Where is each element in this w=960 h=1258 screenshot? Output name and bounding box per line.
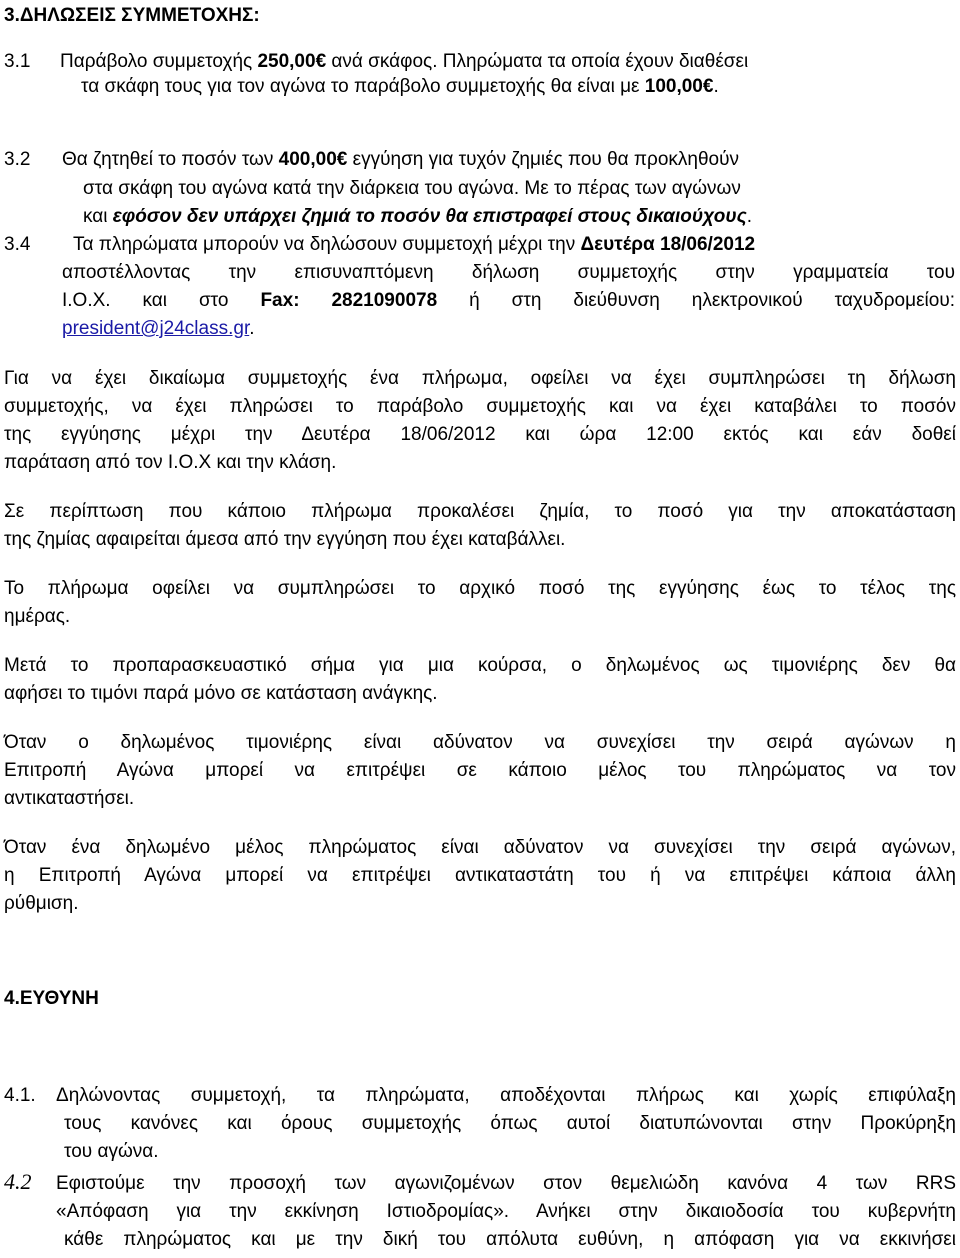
item-3-2-line-3: και εφόσον δεν υπάρχει ζημιά το ποσόν θα επιστραφεί στους δικαιούχους. — [83, 206, 753, 227]
paragraph-damage-line-2: της ζημίας αφαιρείται άμεσα από την εγγύηση που έχει καταβάλλει. — [4, 529, 566, 550]
paragraph-helmsman-replace-line-3: αντικαταστήσει. — [4, 788, 135, 809]
item-4-1-line-2: τους κανόνες και όρους συμμετοχής όπως αυτοί διατυπώνονται στην Προκύρηξη — [64, 1113, 956, 1134]
paragraph-eligibility-line-1: Για να έχει δικαίωμα συμμετοχής ένα πλήρωμα, οφείλει να έχει συμπληρώσει τη δήλωση — [4, 368, 956, 389]
paragraph-deposit-line-2: ημέρας. — [4, 606, 71, 627]
item-3-4-line-4: president@j24class.gr. — [62, 318, 255, 339]
paragraph-crew-replace-line-2: η Επιτροπή Αγώνα μπορεί να επιτρέψει αντικαταστάτη του ή να επιτρέψει κάποια άλλη — [4, 865, 956, 886]
item-3-4-line-2: αποστέλλοντας την επισυναπτόμενη δήλωση συμμετοχής στην γραμματεία του — [62, 262, 955, 283]
paragraph-helm-line-2: αφήσει το τιμόνι παρά μόνο σε κατάσταση ανάγκης. — [4, 683, 438, 704]
item-4-2-line-1: Εφιστούμε την προσοχή των αγωνιζομένων στον θεμελιώδη κανόνα 4 των RRS — [56, 1173, 956, 1194]
item-4-1-line-1: Δηλώνοντας συμμετοχή, τα πληρώματα, αποδέχονται πλήρως και χωρίς επιφύλαξη — [56, 1085, 956, 1106]
item-3-1-line-2: τα σκάφη τους για τον αγώνα το παράβολο συμμετοχής θα είναι με 100,00€. — [81, 76, 719, 97]
item-3-2-line-1: Θα ζητηθεί το ποσόν των 400,00€ εγγύηση για τυχόν ζημιές που θα προκληθούν — [62, 149, 739, 170]
paragraph-deposit-line-1: Το πλήρωμα οφείλει να συμπληρώσει το αρχικό ποσό της εγγύησης έως το τέλος της — [4, 578, 956, 599]
paragraph-damage-line-1: Σε περίπτωση που κάποιο πλήρωμα προκαλέσει ζημία, το ποσό για την αποκατάσταση — [4, 501, 956, 522]
section-3-heading: 3.ΔΗΛΩΣΕΙΣ ΣΥΜΜΕΤΟΧΗΣ: — [4, 5, 260, 26]
euro-sign: € — [336, 149, 348, 170]
item-4-2-number: 4.2 — [4, 1169, 32, 1194]
item-3-1-line-1: Παράβολο συμμετοχής 250,00€ ανά σκάφος. Πληρώματα τα οποία έχουν διαθέσει — [60, 51, 749, 72]
item-4-1-line-3: του αγώνα. — [64, 1141, 159, 1162]
paragraph-helmsman-replace-line-2: Επιτροπή Αγώνα μπορεί να επιτρέψει σε κάποιο μέλος του πληρώματος να τον — [4, 760, 956, 781]
paragraph-eligibility-line-4: παράταση από τον Ι.Ο.Χ και την κλάση. — [4, 452, 337, 473]
item-4-2-line-3: κάθε πληρώματος και με την δική του απόλυτα ευθύνη, η απόφαση για να εκκινήσει — [64, 1229, 956, 1250]
item-3-4-line-1: Τα πληρώματα μπορούν να δηλώσουν συμμετοχή μέχρι την Δευτέρα 18/06/2012 — [73, 234, 756, 255]
paragraph-eligibility-line-3: της εγγύησης μέχρι την Δευτέρα 18/06/2012 και ώρα 12:00 εκτός και εάν δοθεί — [4, 424, 956, 445]
section-4-heading: 4.ΕΥΘΥΝΗ — [4, 988, 99, 1009]
paragraph-eligibility-line-2: συμμετοχής, να έχει πληρώσει το παράβολο συμμετοχής και να έχει καταβάλει το ποσόν — [4, 396, 956, 417]
item-3-1-number: 3.1 — [4, 51, 31, 72]
item-3-4-line-3: Ι.Ο.Χ. και στο Fax: 2821090078 ή στη διεύθυνση ηλεκτρονικού ταχυδρομείου: — [62, 290, 955, 311]
email-link[interactable]: president@j24class.gr — [62, 318, 250, 339]
paragraph-helm-line-1: Μετά το προπαρασκευαστικό σήμα για μια κούρσα, ο δηλωμένος ως τιμονιέρης δεν θα — [4, 655, 956, 676]
euro-sign: € — [315, 51, 327, 72]
item-3-2-line-2: στα σκάφη του αγώνα κατά την διάρκεια του αγώνα. Με το πέρας των αγώνων — [83, 178, 741, 199]
item-4-1-number: 4.1. — [4, 1085, 36, 1106]
item-4-2-line-2: «Απόφαση για την εκκίνηση Ιστιοδρομίας». Ανήκει στην δικαιοδοσία του κυβερνήτη — [56, 1201, 956, 1222]
item-3-4-number: 3.4 — [4, 234, 31, 255]
item-3-2-number: 3.2 — [4, 149, 31, 170]
euro-sign: € — [702, 76, 714, 97]
paragraph-helmsman-replace-line-1: Όταν ο δηλωμένος τιμονιέρης είναι αδύνατον να συνεχίσει την σειρά αγώνων η — [4, 732, 956, 753]
paragraph-crew-replace-line-3: ρύθμιση. — [4, 893, 79, 914]
paragraph-crew-replace-line-1: Όταν ένα δηλωμένο μέλος πληρώματος είναι αδύνατον να συνεχίσει την σειρά αγώνων, — [4, 837, 956, 858]
